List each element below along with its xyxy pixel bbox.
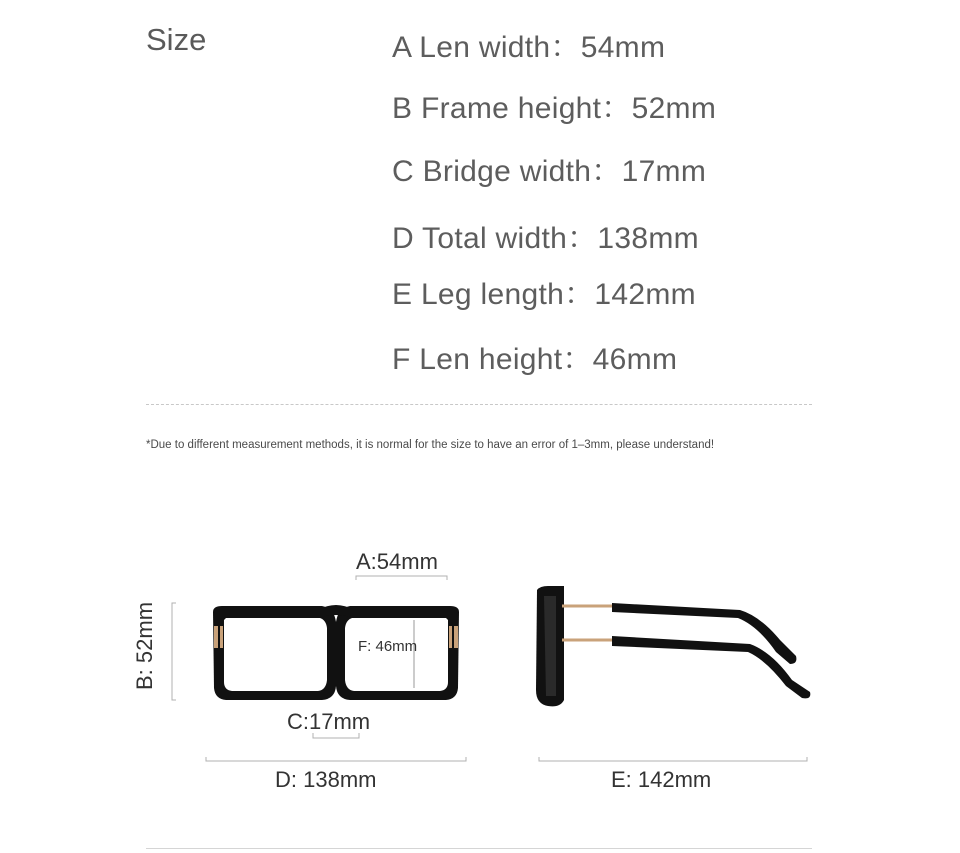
glasses-front-view <box>213 605 459 700</box>
spec-len-height: F Len height：46mm <box>392 343 678 376</box>
d-dimension-label: D: 138mm <box>275 767 377 792</box>
spec-len-width: A Len width：54mm <box>392 31 666 64</box>
bottom-divider <box>146 848 812 849</box>
a-dimension-label: A:54mm <box>356 549 438 574</box>
c-dimension-label: C:17mm <box>287 709 371 734</box>
e-guide-line <box>539 757 807 761</box>
d-guide-line <box>206 757 466 761</box>
spec-total-width: D Total width：138mm <box>392 222 699 255</box>
measurement-note: *Due to different measurement methods, it is normal for the size to have an error of 1–3mm, please understand! <box>146 439 715 451</box>
metal-temples <box>562 606 616 640</box>
b-guide-line <box>172 603 176 700</box>
e-dimension-label: E: 142mm <box>611 767 712 792</box>
a-guide-line <box>356 576 447 580</box>
f-dimension-label: F: 46mm <box>358 638 418 655</box>
spec-frame-height: B Frame height：52mm <box>392 92 717 125</box>
spec-bridge-width: C Bridge width：17mm <box>392 155 707 188</box>
spec-leg-length: E Leg length：142mm <box>392 278 696 311</box>
b-dimension-label: B: 52mm <box>132 601 157 690</box>
glasses-side-view <box>536 586 810 706</box>
left-lens <box>224 618 327 691</box>
size-heading: Size <box>146 22 207 57</box>
